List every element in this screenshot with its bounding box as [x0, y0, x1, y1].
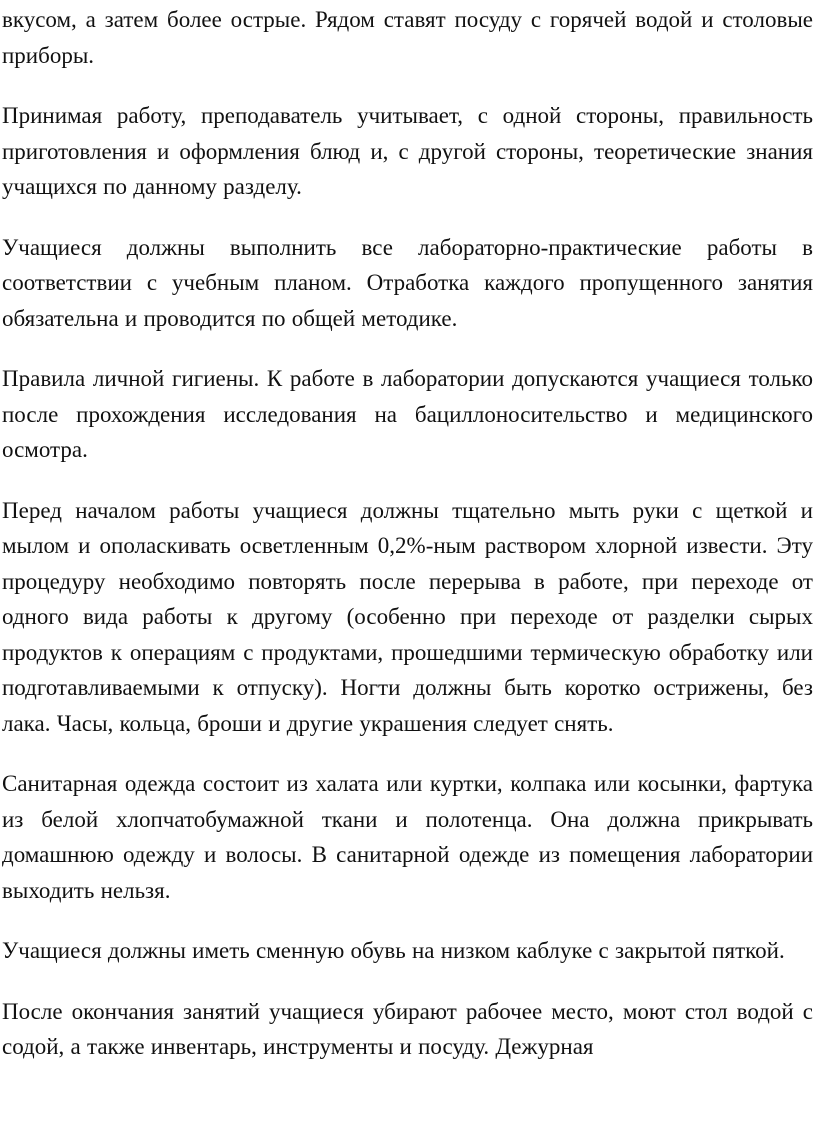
paragraph-cleanup: После окончания занятий учащиеся убирают рабочее место, моют стол водой с содой, а также инвентарь, инструменты и посуду. Дежурная — [2, 998, 813, 1059]
document-page — [2, 2, 813, 1065]
paragraph-lab-requirements: Учащиеся должны выполнить все лабораторно-практические работы в соответствии с учебным планом. Отработка каждого пропущенного занятия обязательна и проводится по общей методике. — [2, 234, 813, 331]
paragraph-hand-washing: Перед началом работы учащиеся должны тщательно мыть руки с щеткой и мылом и ополаскивать осветленным 0,2%-ным раствором хлорной извести. Эту процедуру необходимо повторять после перерыва в работе, при переходе от одного вида работы к другому (особенно при переходе от разделки сырых продуктов к операциям с продуктами, прошедшими термическую обработку или подготавливаемыми к отпуску). Ногти должны быть коротко острижены, без лака. Часы, кольца, броши и другие украшения следует снять. — [2, 497, 813, 736]
paragraph-serving-order: вкусом, а затем более острые. Рядом ставят посуду с горячей водой и столовые приборы. — [2, 7, 813, 68]
paragraph-footwear: Учащиеся должны иметь сменную обувь на низком каблуке с закрытой пяткой. — [2, 938, 785, 963]
paragraph-personal-hygiene: Правила личной гигиены. К работе в лаборатории допускаются учащиеся только после прохождения исследования на бациллоносительство и медицинского осмотра. — [2, 366, 813, 462]
paragraph-work-acceptance: Принимая работу, преподаватель учитывает, с одной стороны, правильность приготовления и оформления блюд и, с другой стороны, теоретические знания учащихся по данному разделу. — [2, 103, 813, 199]
paragraph-sanitary-clothing: Санитарная одежда состоит из халата или куртки, колпака или косынки, фартука из белой хлопчатобумажной ткани и полотенца. Она должна прикрывать домашнюю одежду и волосы. В санитарной одежде из помещения лаборатории выходить нельзя. — [2, 771, 813, 903]
